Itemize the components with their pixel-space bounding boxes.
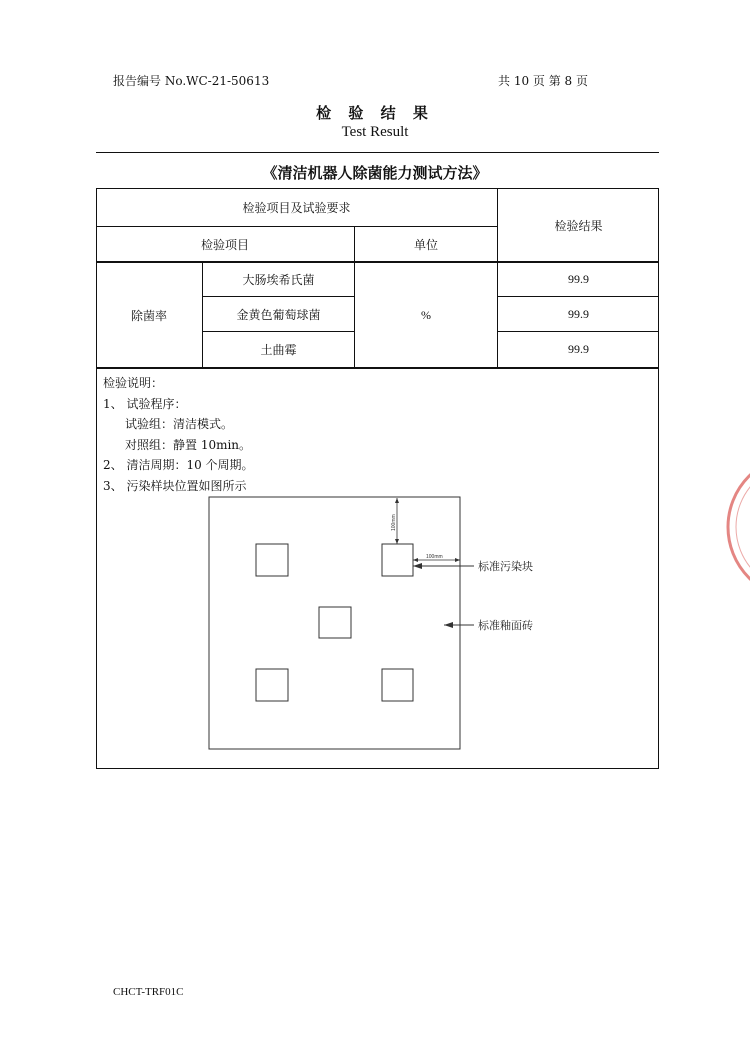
category-cell: 除菌率 [130, 308, 167, 323]
table-row-item: 大肠埃希氏菌 [242, 273, 315, 287]
dimension-label-horizontal: 100mm [426, 554, 443, 560]
item-column-header: 检验项目 [200, 238, 249, 252]
unit-column-header: 单位 [413, 238, 438, 252]
contamination-block [382, 544, 413, 576]
label-glazed-tile: 标准釉面砖 [478, 619, 533, 632]
contamination-block [256, 544, 288, 576]
result-column-header: 检验结果 [554, 218, 603, 233]
report-number: 报告编号 No.WC-21-50613 [113, 74, 270, 88]
official-seal-stamp [722, 452, 750, 602]
table-row-result: 99.9 [568, 272, 589, 286]
notes-line: 2、 清洁周期：10 个周期。 [103, 458, 254, 472]
unit-cell: % [421, 307, 431, 322]
dimension-label-vertical: 100mm [391, 514, 397, 531]
arrow-head [455, 558, 460, 562]
notes-heading: 检验说明： [103, 376, 164, 390]
label-standard-block: 标准污染块 [478, 560, 533, 573]
arrow-head [413, 563, 422, 569]
page-info: 共 10 页 第 8 页 [498, 74, 588, 88]
table-row-item: 金黄色葡萄球菌 [236, 307, 321, 322]
page-title-en: Test Result [341, 124, 409, 140]
arrow-head [444, 622, 453, 628]
arrow-head [413, 558, 418, 562]
contamination-block [256, 669, 288, 701]
contamination-block [319, 607, 351, 638]
notes-line: 对照组：静置 10min。 [125, 437, 252, 452]
header-group-label: 检验项目及试验要求 [242, 200, 351, 215]
contamination-block [382, 669, 413, 701]
table-row-item: 土曲霉 [260, 343, 297, 357]
notes-line: 1、 试验程序： [103, 396, 187, 411]
table-row-result: 99.9 [568, 342, 589, 356]
notes-line: 试验组：清洁模式。 [125, 417, 234, 431]
method-title: 《清洁机器人除菌能力测试方法》 [262, 164, 488, 182]
arrow-head [395, 498, 399, 503]
form-code: CHCT-TRF01C [113, 986, 184, 998]
table-row-result: 99.9 [568, 306, 589, 321]
page-title-cn: 检 验 结 果 [316, 104, 434, 122]
arrow-head [395, 539, 399, 544]
glazed-tile [209, 497, 460, 749]
notes-line: 3、 污染样块位置如图所示 [103, 478, 247, 493]
